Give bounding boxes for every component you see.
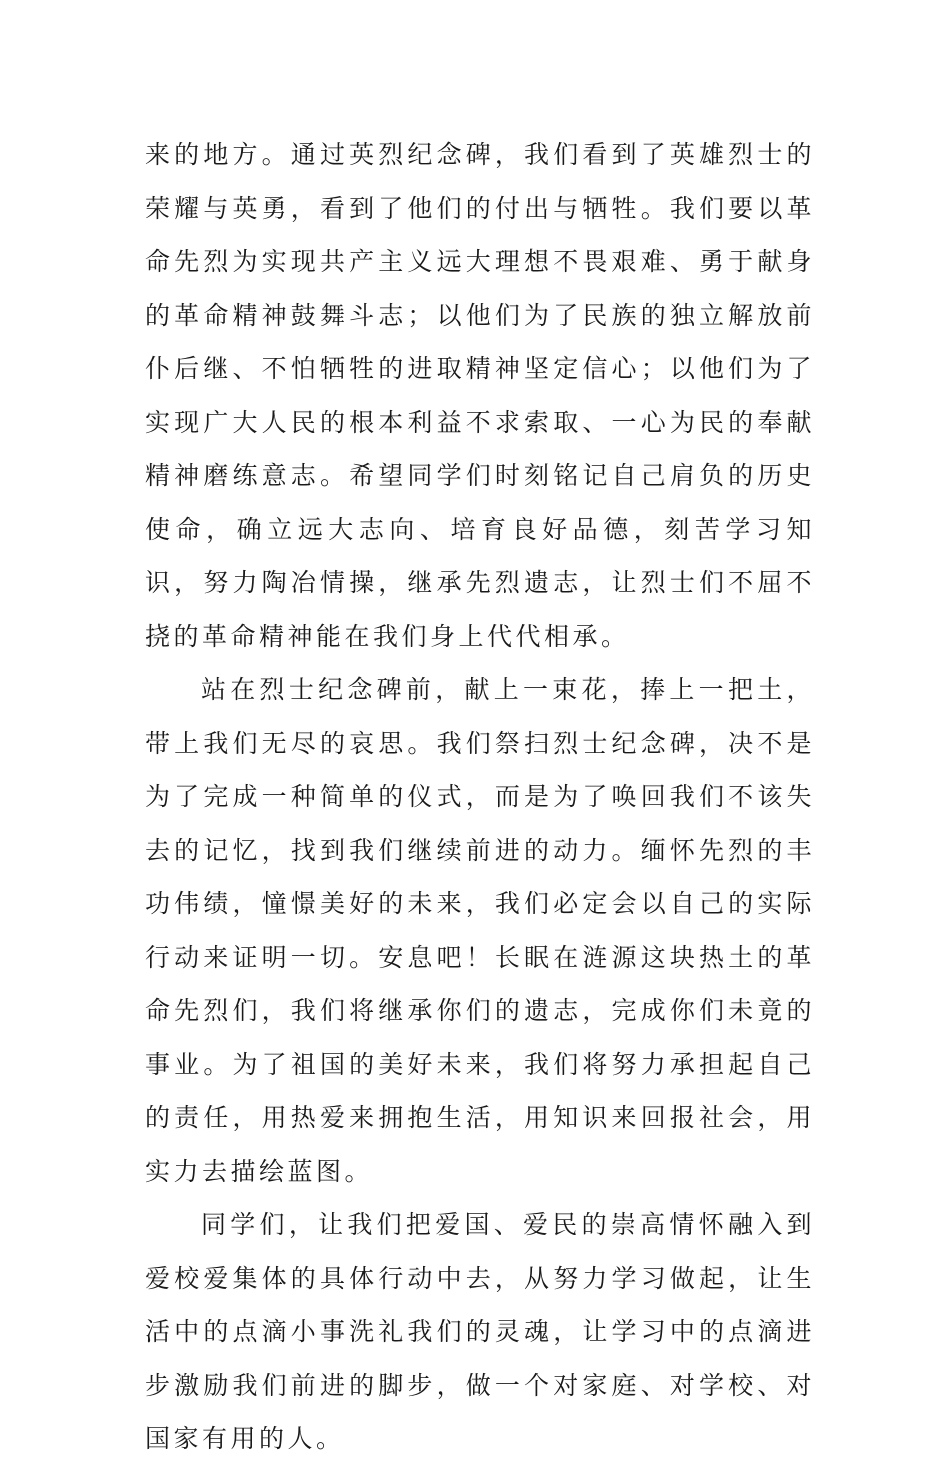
paragraph-memorial: 站在烈士纪念碑前，献上一束花，捧上一把土，带上我们无尽的哀思。我们祭扫烈士纪念碑，决不是为了完成一种简单的仪式，而是为了唤回我们不该失去的记忆，找到我们继续前进的动力。缅怀先烈的丰功伟绩，憧憬美好的未来，我们必定会以自己的实际行动来证明一切。安息吧！长眠在涟源这块热土的革命先烈们，我们将继承你们的遗志，完成你们未竟的事业。为了祖国的美好未来，我们将努力承担起自己的责任，用热爱来拥抱生活，用知识来回报社会，用实力去描绘蓝图。 xyxy=(145,675,815,1186)
paragraph-continued: 来的地方。通过英烈纪念碑，我们看到了英雄烈士的荣耀与英勇，看到了他们的付出与牺牲。我们要以革命先烈为实现共产主义远大理想不畏艰难、勇于献身的革命精神鼓舞斗志；以他们为了民族的独立解放前仆后继、不怕牺牲的进取精神坚定信心；以他们为了实现广大人民的根本利益不求索取、一心为民的奉献精神磨练意志。希望同学们时刻铭记自己肩负的历史使命，确立远大志向、培育良好品德，刻苦学习知识，努力陶冶情操，继承先烈遗志，让烈士们不屈不挠的革命精神能在我们身上代代相承。 xyxy=(145,140,815,651)
paragraph-closing: 同学们，让我们把爱国、爱民的崇高情怀融入到爱校爱集体的具体行动中去，从努力学习做起，让生活中的点滴小事洗礼我们的灵魂，让学习中的点滴进步激励我们前进的脚步，做一个对家庭、对学校、对国家有用的人。 xyxy=(145,1210,815,1453)
document-body xyxy=(145,128,815,1466)
